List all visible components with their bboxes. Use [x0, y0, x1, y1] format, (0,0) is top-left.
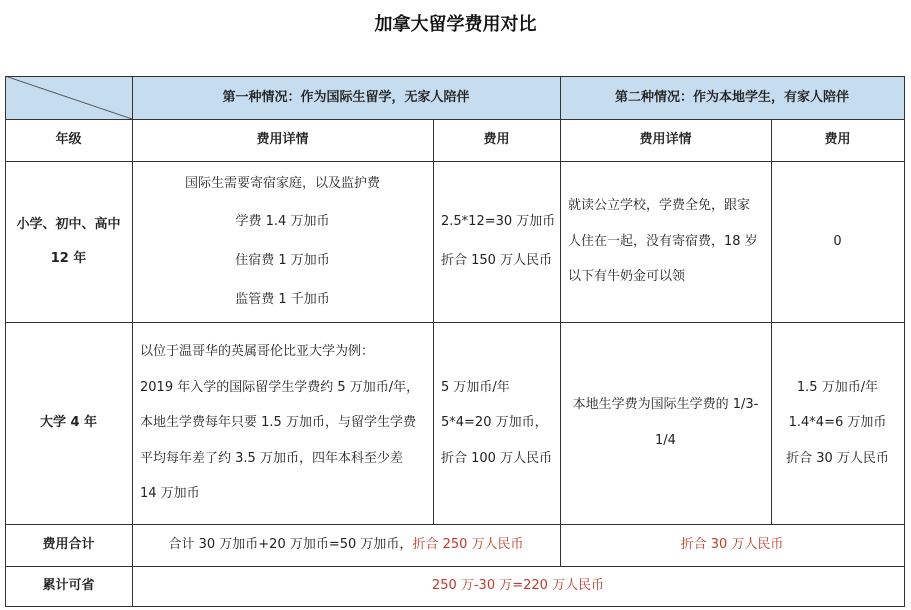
row2-details2-line: 1/4 [655, 433, 676, 448]
row2-cost2 [771, 322, 904, 524]
row1-details2-line: 以下有牛奶金可以领 [568, 269, 686, 285]
row2-cost1-line: 5 万加币/年 [441, 379, 510, 395]
grid-line [5, 161, 905, 162]
row2-details1-line: 平均每年差了约 3.5 万加币，四年本科至少差 [140, 450, 403, 466]
row2-cost1-line: 折合 100 万人民币 [441, 450, 553, 466]
col-cost1: 费用 [483, 132, 510, 148]
grid-line [5, 76, 905, 77]
row3-case1-prefix: 合计 30 万加币+20 万加币=50 万加币， [168, 537, 413, 553]
row1-details1-line: 监管费 1 千加币 [235, 291, 330, 307]
page-title: 加拿大留学费用对比 [374, 14, 537, 35]
row2-cost1-line: 5*4=20 万加币， [441, 415, 548, 431]
row2-details2-line: 本地生学费为国际生学费的 1/3- [572, 397, 759, 413]
grid-line [5, 606, 905, 607]
grid-line [5, 524, 905, 525]
row1-details2-line: 人住在一起，没有寄宿费，18 岁 [568, 233, 758, 249]
row1-details2 [560, 161, 771, 322]
row1-cost1-line: 折合 150 万人民币 [441, 253, 553, 268]
row1-details1-line: 国际生需要寄宿家庭，以及监护费 [184, 175, 380, 191]
row2-grade: 大学 4 年 [39, 415, 98, 431]
case2-header: 第二种情况：作为本地学生，有家人陪伴 [560, 76, 904, 119]
row4-label: 累计可省 [42, 578, 95, 594]
row1-grade [5, 161, 132, 322]
row2-cost2-line: 折合 30 万人民币 [786, 450, 889, 466]
row2-details1 [132, 322, 433, 524]
grid-line [560, 76, 561, 566]
row1-grade-line1: 小学、初中、高中 [16, 216, 121, 232]
row1-grade-line2: 12 年 [50, 250, 87, 266]
grid-line [132, 76, 133, 607]
col-cost2: 费用 [824, 132, 851, 148]
grid-line [5, 119, 905, 120]
grid-line [5, 322, 905, 323]
col-details2: 费用详情 [639, 132, 692, 148]
row2-cost2-line: 1.5 万加币/年 [796, 379, 879, 395]
row1-cost2: 0 [833, 233, 842, 249]
row1-cost1-line: 2.5*12=30 万加币 [441, 214, 556, 230]
grid-line [5, 566, 905, 567]
case1-header: 第一种情况：作为国际生留学，无家人陪伴 [132, 76, 560, 119]
row1-details1-line: 住宿费 1 万加币 [235, 253, 330, 268]
row2-details1-line: 本地生学费每年只要 1.5 万加币，与留学生学费 [140, 415, 416, 431]
row2-details1-line: 14 万加币 [140, 486, 200, 502]
row1-details1-line: 学费 1.4 万加币 [235, 214, 330, 230]
row3-label: 费用合计 [42, 537, 95, 553]
row3-case2: 折合 30 万人民币 [680, 537, 784, 553]
row3-case1-highlight: 折合 250 万人民币 [412, 537, 524, 553]
row4-value: 250 万-30 万=220 万人民币 [431, 578, 605, 594]
row2-details1-line: 以位于温哥华的英属哥伦比亚大学为例： [140, 344, 375, 360]
corner-cell [5, 76, 132, 119]
grid-line [433, 119, 434, 524]
row1-details1 [132, 161, 433, 322]
diagonal-line [5, 76, 132, 119]
col-grade: 年级 [55, 132, 82, 148]
row1-cost1 [433, 161, 560, 322]
row2-cost2-line: 1.4*4=6 万加币 [788, 415, 887, 431]
row1-details2-line: 就读公立学校，学费全免，跟家 [568, 198, 751, 214]
row2-details1-line: 2019 年入学的国际留学生学费约 5 万加币/年， [140, 379, 420, 395]
grid-line [771, 119, 772, 524]
col-details1: 费用详情 [256, 132, 309, 148]
grid-line [904, 76, 905, 607]
row2-cost1 [433, 322, 560, 524]
row2-details2 [560, 322, 771, 524]
row3-case1 [132, 524, 560, 566]
grid-line [5, 76, 6, 607]
